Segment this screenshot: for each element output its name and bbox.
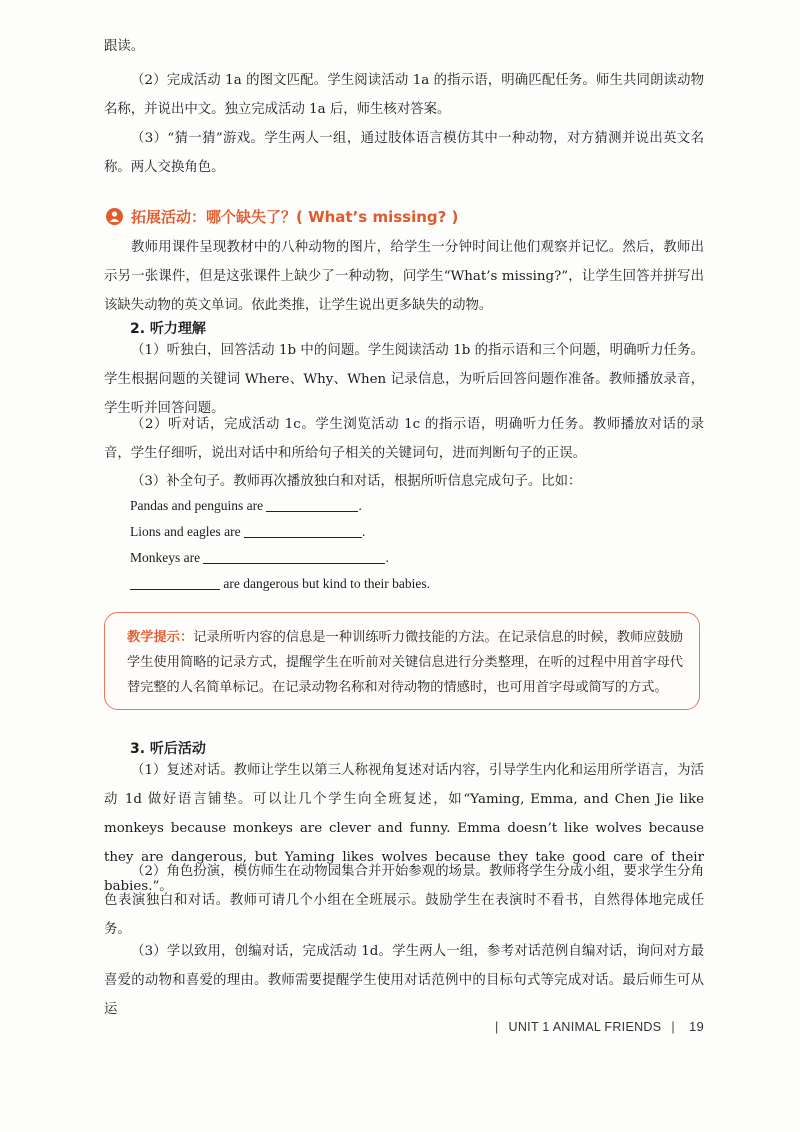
answer-blank	[130, 589, 220, 590]
paragraph: （3）“猜一猜”游戏。学生两人一组，通过肢体语言模仿其中一种动物，对方猜测并说出英文名称。两人交换角色。	[104, 131, 704, 175]
person-icon	[106, 208, 123, 225]
unit-title: UNIT 1 ANIMAL FRIENDS	[508, 1019, 662, 1034]
footer-divider: |	[671, 1019, 675, 1034]
teaching-tip-box	[104, 612, 700, 710]
fill-sentence	[130, 550, 389, 566]
answer-blank	[266, 511, 358, 512]
answer-blank	[203, 563, 385, 564]
paragraph: （1）复述对话。教师让学生以第三人称视角复述对话内容，引导学生内化和运用所学语言，为活动 1d 做好语言铺垫。可以让几个学生向全班复述，如“Yaming, Emma, and Chen Jie like monkeys because monkeys are clever and funny. Emma doesn’t like wolves because they are dangerous, but Yaming likes wolves because they take good care of their babies.”。	[104, 763, 704, 894]
sentence-end: are dangerous but kind to their babies.	[223, 576, 430, 591]
paragraph: （2）完成活动 1a 的图文匹配。学生阅读活动 1a 的指示语，明确匹配任务。师生共同朗读动物名称，并说出中文。独立完成活动 1a 后，师生核对答案。	[104, 73, 704, 117]
period: .	[358, 498, 362, 513]
answer-blank	[244, 537, 362, 538]
extension-title: 拓展活动：哪个缺失了？( What’s missing? )	[131, 207, 459, 226]
paragraph: （3）补全句子。教师再次播放独白和对话，根据所听信息完成句子。比如：	[131, 474, 582, 489]
fill-sentence	[130, 524, 365, 540]
paragraph: （1）听独白，回答活动 1b 中的问题。学生阅读活动 1b 的指示语和三个问题，明确听力任务。学生根据问题的关键词 Where、Why、When 记录信息，为听后回答问题作准备。教师播放录音，学生听并回答问题。	[104, 343, 704, 416]
fill-sentence	[130, 576, 430, 592]
text-line: 跟读。	[104, 39, 145, 54]
sentence-start: Pandas and penguins are	[130, 498, 264, 513]
section-heading: 3. 听后活动	[130, 741, 206, 757]
footer-divider: |	[494, 1019, 499, 1034]
sentence-start: Lions and eagles are	[130, 524, 241, 539]
period: .	[361, 524, 366, 539]
fill-sentence	[130, 498, 362, 514]
page-number: 19	[688, 1019, 704, 1034]
page-footer	[485, 1019, 704, 1034]
paragraph: 教师用课件呈现教材中的八种动物的图片，给学生一分钟时间让他们观察并记忆。然后，教师出示另一张课件，但是这张课件上缺少了一种动物，问学生“What’s missing?”，让学生回答并拼写出该缺失动物的英文单词。依此类推，让学生说出更多缺失的动物。	[104, 240, 704, 313]
paragraph: （3）学以致用，创编对话，完成活动 1d。学生两人一组，参考对话范例自编对话，询问对方最喜爱的动物和喜爱的理由。教师需要提醒学生使用对话范例中的目标句式等完成对话。最后师生可从运	[104, 944, 704, 1017]
teaching-tip	[127, 625, 683, 700]
paragraph: （2）听对话，完成活动 1c。学生浏览活动 1c 的指示语，明确听力任务。教师播放对话的录音，学生仔细听，说出对话中和所给句子相关的关键词句，进而判断句子的正误。	[104, 417, 704, 461]
paragraph: （2）角色扮演，模仿师生在动物园集合并开始参观的场景。教师将学生分成小组，要求学生分角色表演独白和对话。教师可请几个小组在全班展示。鼓励学生在表演时不看书，自然得体地完成任务。	[104, 864, 704, 937]
sentence-start: Monkeys are	[130, 550, 201, 565]
tip-label: 教学提示：	[127, 630, 194, 645]
period: .	[385, 550, 389, 565]
section-heading: 2. 听力理解	[130, 321, 206, 337]
extension-heading	[106, 204, 458, 228]
tip-text: 记录所听内容的信息是一种训练听力微技能的方法。在记录信息的时候，教师应鼓励学生使用简略的记录方式，提醒学生在听前对关键信息进行分类整理，在听的过程中用首字母代替完整的人名简单标记。在记录动物名称和对待动物的情感时，也可用首字母或简写的方式。	[127, 630, 684, 695]
